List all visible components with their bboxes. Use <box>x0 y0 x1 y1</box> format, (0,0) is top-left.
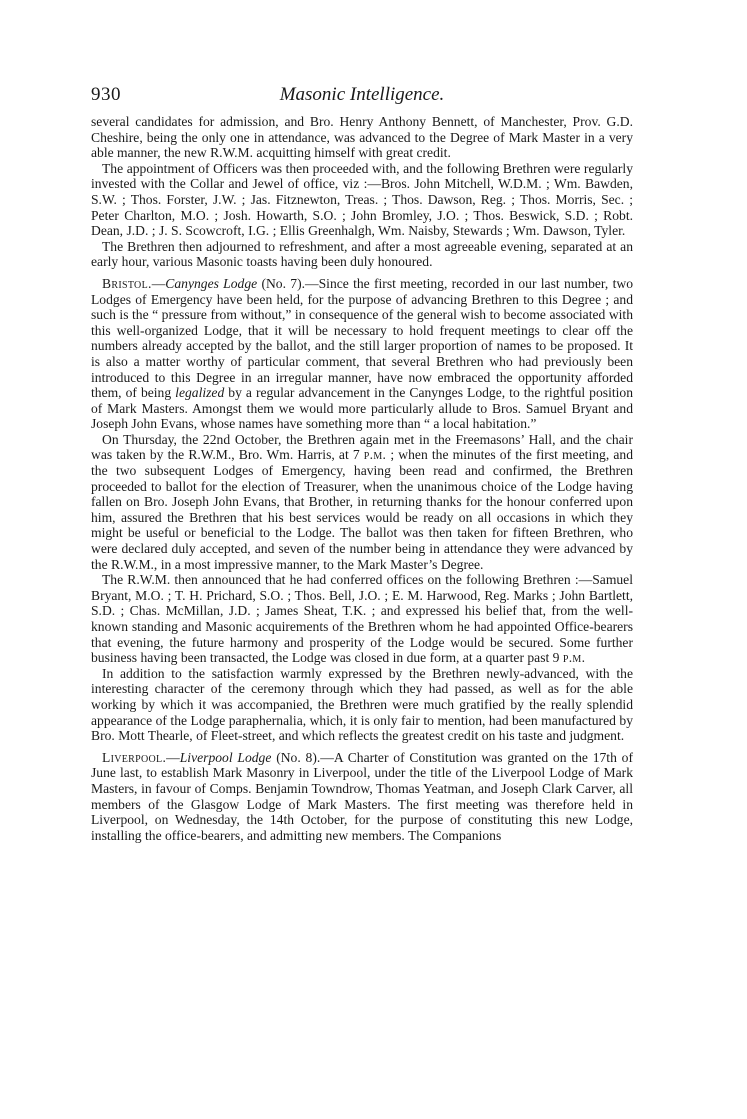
paragraph: In addition to the satisfaction warmly expressed by the Brethren newly-advanced, with the interesting character of the ceremony through which they had passed, as well as for the able working by which it was accompanied, the Brethren were much gratified by the really splendid appearance of the Lodge paraphernalia, which, it is only fair to mention, had been manufactured by Bro. Mott Thearle, of Fleet-street, and which reflects the greatest credit on his taste and judgment. <box>91 665 633 744</box>
paragraph-text: On Thursday, the 22nd October, the Brethren again met in the Freemasons’ Hall, and the chair was taken by the R.W.M., Bro. Wm. Harris, at 7 <box>91 431 633 463</box>
paragraph: several candidates for admission, and Bro. Henry Anthony Bennett, of Manchester, Prov. G.D. Cheshire, being the only one in attendance, was advanced to the Degree of Mark Master in a very able manner, the new R.W.M. acquitting himself with great credit. <box>91 114 633 161</box>
time-abbrev: p.m. <box>562 650 586 666</box>
section-bristol: Bristol.—Canynges Lodge (No. 7).—Since the first meeting, recorded in our last number, two Lodges of Emergency have been held, for the purpose of advancing Brethren to this Degree ; and such is the “ pressure from without,” in consequence of the general wish to become associated with this well-organized Lodge, that it will be necessary to hold frequent meetings to clear off the numbers already accepted by the ballot, and the still larger proportion of names to be proposed. It is also a matter worthy of particular comment, that several Brethren who had previously been introduced to this Degree in an irregular manner, have now embraced the opportunity afforded them, of being legalized by a regular advancement in the Canynges Lodge, to the rightful position of Mark Masters. Amongst them we would more particularly allude to Bros. Samuel Bryant and Joseph John Evans, whose names have something more than “ a local habitation.” <box>91 275 633 432</box>
section-liverpool: Liverpool.—Liverpool Lodge (No. 8).—A Charter of Constitution was granted on the 17th of June last, to establish Mark Masonry in Liverpool, under the title of the Liverpool Lodge of Mark Masters, in favour of Comps. Benjamin Towndrow, Thomas Yeatman, and Joseph Clark Carver, all members of the Glasgow Lodge of Mark Masters. The first meeting was therefore held in Liverpool, on Wednesday, the 14th October, for the purpose of constituting this new Lodge, installing the office-bearers, and admitting new members. The Companions <box>91 749 633 843</box>
paragraph-text: The R.W.M. then announced that he had conferred offices on the following Brethren :—Samuel Bryant, M.O. ; T. H. Prichard, S.O. ; Thos. Bell, J.O. ; E. M. Harwood, Reg. Marks ; John Bartlett, S.D. ; Chas. McMillan, J.D. ; James Sheat, T.K. ; and expressed his belief that, from the well-known standing and Masonic acquirements of the Brethren whom he had appointed Office-bearers that evening, the future harmony and prosperity of the Lodge would be secured. Some further business having been transacted, the Lodge was closed in due form, at a quarter past 9 <box>91 572 633 666</box>
paragraph-text: by a regular advancement in the Canynges Lodge, to the rightful position of Mark Masters. Amongst them we would more particularly allude to Bros. Samuel Bryant and Joseph John Evans, whose names have something more than “ a local habitation.” <box>91 385 633 432</box>
paragraph: The appointment of Officers was then proceeded with, and the following Brethren were regularly invested with the Collar and Jewel of office, viz :—Bros. John Mitchell, W.D.M. ; Wm. Bawden, S.W. ; Thos. Forster, J.W. ; Jas. Fitznewton, Treas. ; Thos. Dawson, Reg. ; Thos. Morris, Sec. ; Peter Charlton, M.O. ; Josh. Howarth, S.O. ; John Bromley, J.O. ; Thos. Beswick, S.D. ; Robt. Dean, J.D. ; J. S. Scowcroft, I.G. ; Ellis Greenhalgh, Wm. Naisby, Stewards ; Wm. Dawson, Tyler. <box>91 160 633 239</box>
article-body <box>91 114 633 843</box>
page-number: 930 <box>91 84 121 105</box>
place-heading: Liverpool. <box>102 749 167 765</box>
time-abbrev: p.m. <box>363 447 387 463</box>
paragraph-text: ; when the minutes of the first meeting, and the two subsequent Lodges of Emergency, having been read and confirmed, the Brethren proceeded to ballot for the election of Treasurer, when the unanimous choice of the Lodge having fallen on Bro. Joseph John Evans, that Brother, in returning thanks for the honour conferred upon him, assured the Brethren that his best services would be ready on all occasions in which they might be useful or beneficial to the Lodge. The ballot was then taken for fifteen Brethren, who were declared duly accepted, and seven of the number being in attendance they were advanced by the R.W.M., in a most impressive manner, to the Mark Master’s Degree. <box>91 447 633 572</box>
paragraph-text: (No. 8).—A Charter of Constitution was granted on the 17th of June last, to establish Mark Masonry in Liverpool, under the title of the Liverpool Lodge of Mark Masters, in favour of Comps. Benjamin Towndrow, Thomas Yeatman, and Joseph Clark Carver, all members of the Glasgow Lodge of Mark Masters. The first meeting was therefore held in Liverpool, on Wednesday, the 14th October, for the purpose of constituting this new Lodge, installing the office-bearers, and admitting new members. The Companions <box>91 749 633 843</box>
running-title: Masonic Intelligence. <box>279 84 445 105</box>
paragraph-text: (No. 7).—Since the first meeting, recorded in our last number, two Lodges of Emergency have been held, for the purpose of advancing Brethren to this Degree ; and such is the “ pressure from without,” in consequence of the general wish to become associated with this well-organized Lodge, that it will be necessary to hold frequent meetings to clear off the numbers already accepted by the ballot, and the still larger proportion of names to be proposed. It is also a matter worthy of particular comment, that several Brethren who had previously been introduced to this Degree in an irregular manner, have now embraced the opportunity afforded them, of being <box>91 275 633 401</box>
emphasis: legalized <box>175 385 225 401</box>
paragraph <box>91 572 633 666</box>
place-heading: Bristol. <box>102 275 152 291</box>
paragraph: The Brethren then adjourned to refreshment, and after a most agreeable evening, separated at an early hour, various Masonic toasts having been duly honoured. <box>91 238 633 270</box>
paragraph <box>91 432 633 572</box>
page-header <box>91 84 633 110</box>
lodge-name: Canynges Lodge <box>165 275 258 291</box>
lodge-name: Liverpool Lodge <box>179 749 272 765</box>
